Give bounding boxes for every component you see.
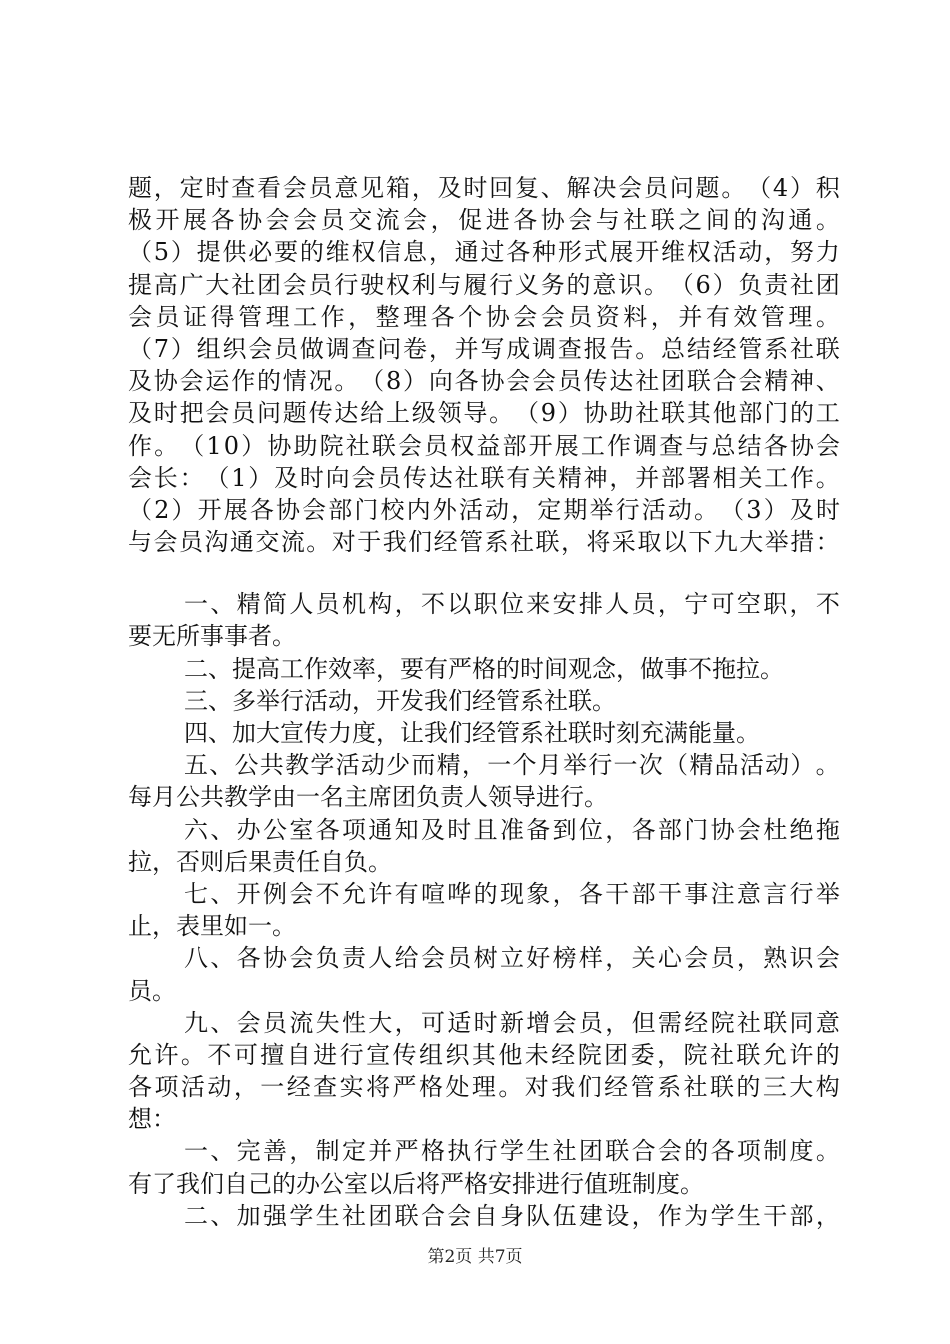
text-line: （ 2 ） 开 展 各 协 会 部 门 校 内 外 活 动 ， 定 期 举 行 活 动 。 （ 3 ） 及 时 <box>128 495 840 524</box>
measures-list <box>128 588 840 1232</box>
text-line: 与 会 员 沟 通 交 流 。 对 于 我 们 经 管 系 社 联 ， 将 采 取 以 下 九 大 举 措 ： <box>128 528 840 557</box>
text-line: 要无所事事者。 <box>128 622 296 651</box>
text-line: 九 、 会 员 流 失 性 大 ， 可 适 时 新 增 会 员 ， 但 需 经 院 社 联 同 意 <box>184 1008 840 1037</box>
text-line: 会 长 ： （ 1 ） 及 时 向 会 员 传 达 社 联 有 关 精 神 ， 并 部 署 相 关 工 作 。 <box>128 463 840 492</box>
text-line: 允 许 。 不 可 擅 自 进 行 宣 传 组 织 其 他 未 经 院 团 委 ， 院 社 联 允 许 的 <box>128 1040 840 1069</box>
document-body <box>128 172 840 1232</box>
text-line: 每月公共教学由一名主席团负责人领导进行。 <box>128 783 608 812</box>
page-footer: 第2页 共7页 <box>427 1247 523 1267</box>
duties-paragraph <box>128 172 840 558</box>
text-line: 极 开 展 各 协 会 会 员 交 流 会 ， 促 进 各 协 会 与 社 联 之 间 的 沟 通 。 <box>128 206 840 235</box>
text-line: 各 项 活 动 ， 一 经 查 实 将 严 格 处 理 。 对 我 们 经 管 系 社 联 的 三 大 构 <box>128 1073 840 1102</box>
text-line: （ 7 ） 组 织 会 员 做 调 查 问 卷 ， 并 写 成 调 查 报 告 。 总 结 经 管 系 社 联 <box>128 334 840 363</box>
paragraph-gap <box>128 558 840 588</box>
text-line: 想： <box>128 1105 176 1134</box>
text-line: 员。 <box>128 976 176 1005</box>
text-line: 六 、 办 公 室 各 项 通 知 及 时 且 准 备 到 位 ， 各 部 门 协 会 杜 绝 拖 <box>184 815 840 844</box>
text-line: 四、加大宣传力度，让我们经管系社联时刻充满能量。 <box>184 719 760 747</box>
text-line: 三、多举行活动，开发我们经管系社联。 <box>184 686 616 715</box>
text-line: 一 、 精 简 人 员 机 构 ， 不 以 职 位 来 安 排 人 员 ， 宁 可 空 职 ， 不 <box>184 590 840 619</box>
text-line: 二 、 加 强 学 生 社 团 联 合 会 自 身 队 伍 建 设 ， 作 为 学 生 干 部 ， <box>184 1201 840 1230</box>
text-line: 二、提高工作效率，要有严格的时间观念，做事不拖拉。 <box>184 654 784 683</box>
text-line: 一 、 完 善 ， 制 定 并 严 格 执 行 学 生 社 团 联 合 会 的 各 项 制 度 。 <box>184 1137 840 1166</box>
text-line: 提 高 广 大 社 团 会 员 行 驶 权 利 与 履 行 义 务 的 意 识 。 （ 6 ） 负 责 社 团 <box>128 270 840 299</box>
text-line: 止，表里如一。 <box>128 912 296 941</box>
text-line: 及 协 会 运 作 的 情 况 。 （ 8 ） 向 各 协 会 会 员 传 达 社 团 联 合 会 精 神 、 <box>128 367 840 396</box>
text-line: 有了我们自己的办公室以后将严格安排进行值班制度。 <box>128 1169 704 1198</box>
text-line: 拉，否则后果责任自负。 <box>128 847 392 876</box>
text-line: 七 、 开 例 会 不 允 许 有 喧 哗 的 现 象 ， 各 干 部 干 事 注 意 言 行 举 <box>184 879 840 908</box>
text-line: 五 、 公 共 教 学 活 动 少 而 精 ， 一 个 月 举 行 一 次 （ 精 品 活 动 ） 。 <box>184 751 840 780</box>
text-line: （ 5 ） 提 供 必 要 的 维 权 信 息 ， 通 过 各 种 形 式 展 开 维 权 活 动 ， 努 力 <box>128 238 840 267</box>
text-line: 题 ， 定 时 查 看 会 员 意 见 箱 ， 及 时 回 复 、 解 决 会 员 问 题 。 （ 4 ） 积 <box>128 174 840 202</box>
text-line: 作 。 （ 1 0 ） 协 助 院 社 联 会 员 权 益 部 开 展 工 作 调 查 与 总 结 各 协 会 <box>128 431 840 460</box>
text-line: 八 、 各 协 会 负 责 人 给 会 员 树 立 好 榜 样 ， 关 心 会 员 ， 熟 识 会 <box>184 944 840 973</box>
text-line: 会 员 证 得 管 理 工 作 ， 整 理 各 个 协 会 会 员 资 料 ， 并 有 效 管 理 。 <box>128 302 840 331</box>
text-line: 及 时 把 会 员 问 题 传 达 给 上 级 领 导 。 （ 9 ） 协 助 社 联 其 他 部 门 的 工 <box>128 399 840 428</box>
